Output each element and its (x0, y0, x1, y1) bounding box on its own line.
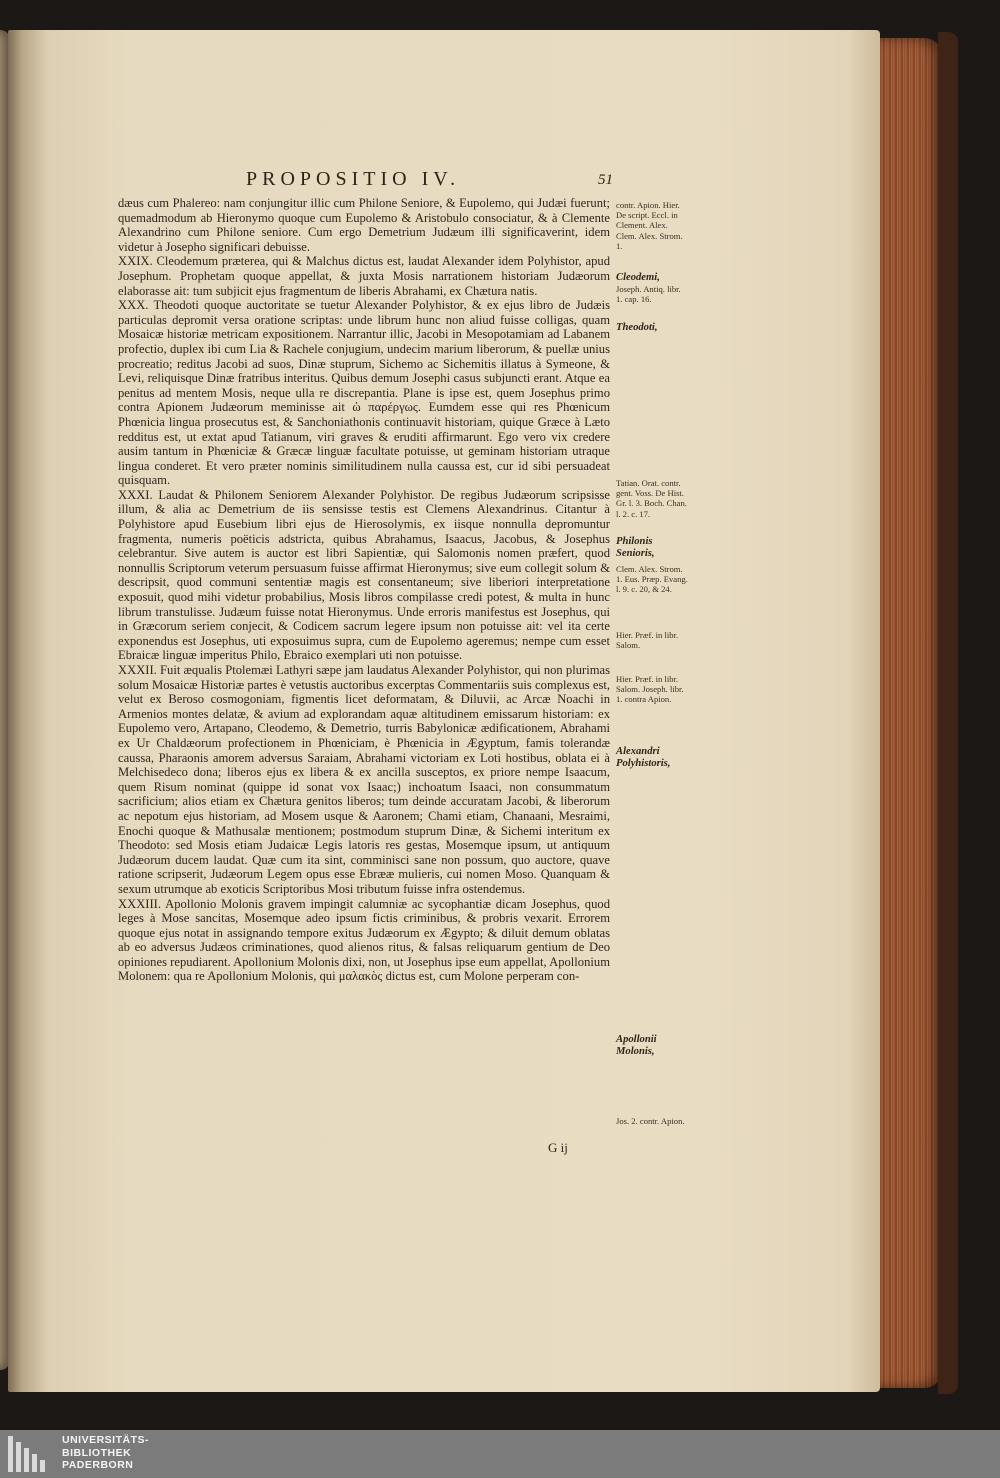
running-title: PROPOSITIO IV. (246, 168, 461, 190)
margin-note: Hier. Præf. in libr. Salom. (616, 630, 679, 651)
margin-note: Joseph. Antiq. libr. 1. cap. 16. (616, 284, 681, 305)
margin-note: Hier. Præf. in libr. Salom. Joseph. libr. 1. contra Apion. (616, 674, 684, 705)
main-text (118, 196, 610, 984)
margin-note: Tatian. Orat. contr. gent. Voss. De Hist. Gr. l. 3. Boch. Chan. l. 2. c. 17. (616, 478, 687, 519)
library-logo-icon (8, 1436, 50, 1472)
page-fore-edge (880, 38, 942, 1388)
paragraph-xxxii: XXXII. Fuit æqualis Ptolemæi Lathyri sæpe jam laudatus Alexander Polyhistor, qui non plurimas solum Mosaicæ Historiæ partes è vetustis auctoribus excerptas Commentariis suis complexus est, velut ex Beroso cosmogoniam, figmentis licet deformatam, & Diluvii, ac Arcæ Noachi in Armenios montes delatæ, & avium ad explorandam aquæ altitudinem emissarum historiam: ex Eupolemo vero, Artapano, Cleodemo, & Demetrio, turris Babylonicæ ædificationem, Abrahami ex Ur Chaldæorum profectionem in Phœniciam, è Phœnicia in Ægyptum, famis tolerandæ caussa, Pharaonis amorem adversus Saraiam, Abrahami victoriam ex Loti hostibus, oblata ei à Melchisedeco dona; liberos ejus ex libera & ex ancilla susceptos, ex priore nempe Isaacum, quem Risum nominat (quippe id sonat vox Isaac;) inchoatum Isaaci, non consummatum sacrificium; alios etiam ex Chætura genitos liberos; tum deinde accuratam Jacobi, & liberorum ac nepotum ejus historiam, ad Mosem usque & Aaronem; Chami etiam, Chanaani, Mesraimi, Enochi quoque & Mathusalæ mentionem; postmodum stuprum Dinæ, & Sichemi interitum ex Theodoto: sed Mosis etiam Judaicæ Legis latoris res gestas, Mosemque ipsum, ut antiquum Judæorum ducem laudat. Quæ cum ita sint, comminisci sane non possum, quo auctore, quave ratione scripserit, Judæorum Legem opus esse Ebrææ mulieris, cui nomen Moso. Quanquam & sexum utrumque ab exoticis Scriptoribus Mosi tributum fuisse infra ostendemus. (118, 663, 610, 896)
library-name-line: UNIVERSITÄTS- (62, 1434, 150, 1446)
paragraph: dæus cum Phalereo: nam conjungitur illic cum Philone Seniore, & Eupolemo, qui Judæi fuerunt; quemadmodum ab Hieronymo quoque cum Eupolemo & Aristobulo consociatur, & à Clemente Alexandrino cum Philone seniore. Cum ergo Demetrium Judæum illi significaverint, idem videtur à Josepho significari debuisse. (118, 196, 610, 254)
library-name-line: PADERBORN (62, 1459, 134, 1471)
library-name-line: BIBLIOTHEK (62, 1446, 132, 1459)
paragraph-xxix: XXIX. Cleodemum præterea, qui & Malchus dictus est, laudat Alexander idem Polyhistor, apud Josephum. Prophetam quoque appellat, & juxta Mosis narrationem historiam Judæorum elaborasse ait: tum subjicit ejus fragmentum de liberis Abrahami, ex Chætura natis. (118, 254, 610, 298)
page-header (0, 168, 880, 198)
paragraph-xxxiii: XXXIII. Apollonio Molonis gravem impingit calumniæ ac sycophantiæ dicam Josephus, quod leges à Mose sancitas, Mosemque adeo ipsum fictis criminibus, & probris vexarit. Errorem quoque ejus notat in assignando tempore exitus Judæorum ex Ægypto; & diluit demum oblatas ab eo adversus Judæos criminationes, quod alienos ritus, & falsas reliquarum gentium de Deo opiniones repudiarent. Apollonium Molonis dixi, non, ut Josephus ipse eum appellat, Apollonium Molonem: qua re Apollonium Molonis, qui μαλακὸς dictus est, cum Molone perperam con- (118, 896, 610, 984)
paragraph-xxx: XXX. Theodoti quoque auctoritate se tuetur Alexander Polyhistor, & ex ejus libro de Judæis particulas depromit versa oratione scriptas: unde librum hunc non aliud fuisse colligas, quam Mosaicæ historiæ metricam expositionem. Narrantur illic, Jacobi in Mesopotamiam ad Labanem profectio, duplex ibi cum Lia & Rachele conjugium, undecim marium liberorum, & puellæ unius procreatio; reditus Jacobi ad suos, Dinæ stuprum, Sichemo ac Sichemitis illatus à Symeone, & Levi, reliquisque Dinæ fratribus interitus. Quibus demum Josephi casus subjuncti erant. Atque ea penitus ad mentem Mosis, neque ulla re discrepantia. Plane is ipse est, quem Josephus primo contra Apionem Judæorum meminisse ait ὡ παρέργως. Eumdem esse qui res Phœnicum Phœnicia lingua prosecutus est, & Sanchoniathonis continuavit historiam, quique Græce à Læto redditus est, ut extat apud Tatianum, viri graves & eruditi affirmarunt. Ego vero vix credere ausim tantum in Phœniciæ & Græcæ linguæ facultate potuisse, ut geminam historiam utraque lingua conderet. Et vero præter nominis similitudinem nulla caussa est, cur id sibi persuadeat quisquam. (118, 298, 610, 488)
book-cover-edge (938, 32, 958, 1394)
margin-note: Jos. 2. contr. Apion. (616, 1116, 685, 1126)
margin-note: contr. Apion. Hier. De script. Eccl. in Clement. Alex. Clem. Alex. Strom. 1. (616, 200, 683, 251)
margin-heading-theodoti: Theodoti, (616, 322, 658, 333)
page-number: 51 (598, 172, 613, 188)
margin-heading-alexandri: Alexandri Polyhistoris, (616, 746, 671, 769)
signature-mark: G ij (548, 1140, 568, 1155)
margin-heading-apollonii: Apollonii Molonis, (616, 1034, 657, 1057)
library-footer (0, 1430, 1000, 1478)
library-name (62, 1434, 149, 1472)
paragraph-xxxi: XXXI. Laudat & Philonem Seniorem Alexander Polyhistor. De regibus Judæorum scripsisse illum, & alia ac Demetrium de iis sensisse testis est Clemens Alexandrinus. Citantur à Polyhistore apud Eusebium libri ejus de Hierosolymis, ex iisque nonnulla depromuntur fragmenta, numeris poëticis adstricta, quibus Abrahamus, Isaacus, Jacobus, & Josephus celebrantur. Sive autem is auctor est libri Sapientiæ, qui Salomonis nomen præfert, quod nonnullis Scriptorum veterum persuasum fuisse affirmat Hieronymus; sive eum collegit solum & descripsit, quod communi sententiæ magis est consentaneum; sive liberiori interpretatione exposuit, quod mihi videtur probabilius, Mosis libros compilasse credi potest, & multa in hunc librum transtulisse. Judæum fuisse notat Hieronymus. Unde erroris manifestus est Josephus, qui in Græcorum seriem conjecit, & Codicem sacrum legere ipsum non potuisse ait: vel ita certe exponendus est Josephus, uti exposuimus supra, cum de Eupolemo ageremus; nempe cum esset Ebraicæ linguæ imperitus Philo, Ebraico exemplari uti non potuisse. (118, 487, 610, 663)
margin-note: Clem. Alex. Strom. 1. Eus. Præp. Evang. l. 9. c. 20, & 24. (616, 564, 688, 595)
margin-heading-cleodemi: Cleodemi, (616, 272, 660, 283)
margin-heading-philonis: Philonis Senioris, (616, 536, 655, 559)
